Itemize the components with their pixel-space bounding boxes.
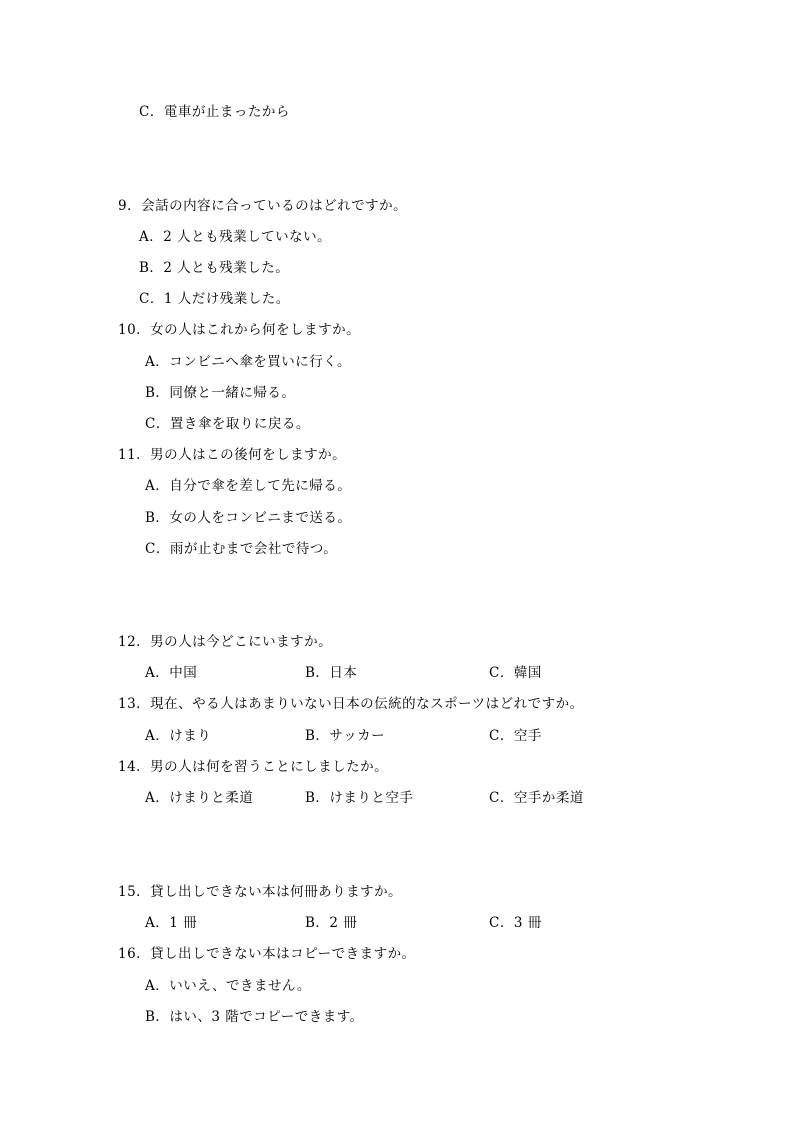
q15-option-b: B．2 冊 — [305, 915, 358, 931]
q16-option-a: A．いいえ、できません。 — [145, 978, 311, 994]
q10-question: 10．女の人はこれから何をしますか。 — [118, 322, 361, 338]
q11-option-b: B．女の人をコンビニまで送る。 — [145, 510, 352, 526]
q12-option-b: B．日本 — [305, 665, 358, 681]
q13-option-a: A．けまり — [145, 728, 212, 744]
q14-option-a: A．けまりと柔道 — [145, 790, 254, 806]
q12-option-c: C．韓国 — [489, 665, 542, 681]
q13-question: 13．現在、やる人はあまりいない日本の伝統的なスポーツはどれですか。 — [118, 696, 584, 712]
q14-option-c: C．空手か柔道 — [489, 790, 584, 806]
q9-question: 9．会話の内容に合っているのはどれですか。 — [118, 198, 408, 214]
q15-option-a: A．1 冊 — [145, 915, 198, 931]
q14-question: 14．男の人は何を習うことにしましたか。 — [118, 759, 389, 775]
q10-option-a: A．コンビニへ傘を買いに行く。 — [145, 354, 351, 370]
q9-option-c: C．1 人だけ残業した。 — [139, 291, 290, 307]
q16-question: 16．貸し出しできない本はコピーできますか。 — [118, 946, 416, 962]
q9-option-a: A．2 人とも残業していない。 — [139, 229, 332, 245]
q16-option-b: B．はい、3 階でコピーできます。 — [145, 1009, 364, 1025]
q15-option-c: C．3 冊 — [489, 915, 542, 931]
q13-option-c: C．空手 — [489, 728, 542, 744]
q12-question: 12．男の人は今どこにいますか。 — [118, 634, 333, 650]
q12-option-a: A．中国 — [145, 665, 198, 681]
q13-option-b: B．サッカー — [305, 728, 386, 744]
q10-option-c: C．置き傘を取りに戻る。 — [145, 416, 310, 432]
q15-question: 15．貸し出しできない本は何冊ありますか。 — [118, 884, 403, 900]
q10-option-b: B．同僚と一緒に帰る。 — [145, 385, 296, 401]
q9-option-b: B．2 人とも残業した。 — [139, 260, 290, 276]
q11-option-a: A．自分で傘を差して先に帰る。 — [145, 478, 352, 494]
q11-question: 11．男の人はこの後何をしますか。 — [118, 447, 347, 463]
q8-option-c: C．電車が止まったから — [139, 104, 290, 120]
q14-option-b: B．けまりと空手 — [305, 790, 414, 806]
q11-option-c: C．雨が止むまで会社で待つ。 — [145, 541, 338, 557]
